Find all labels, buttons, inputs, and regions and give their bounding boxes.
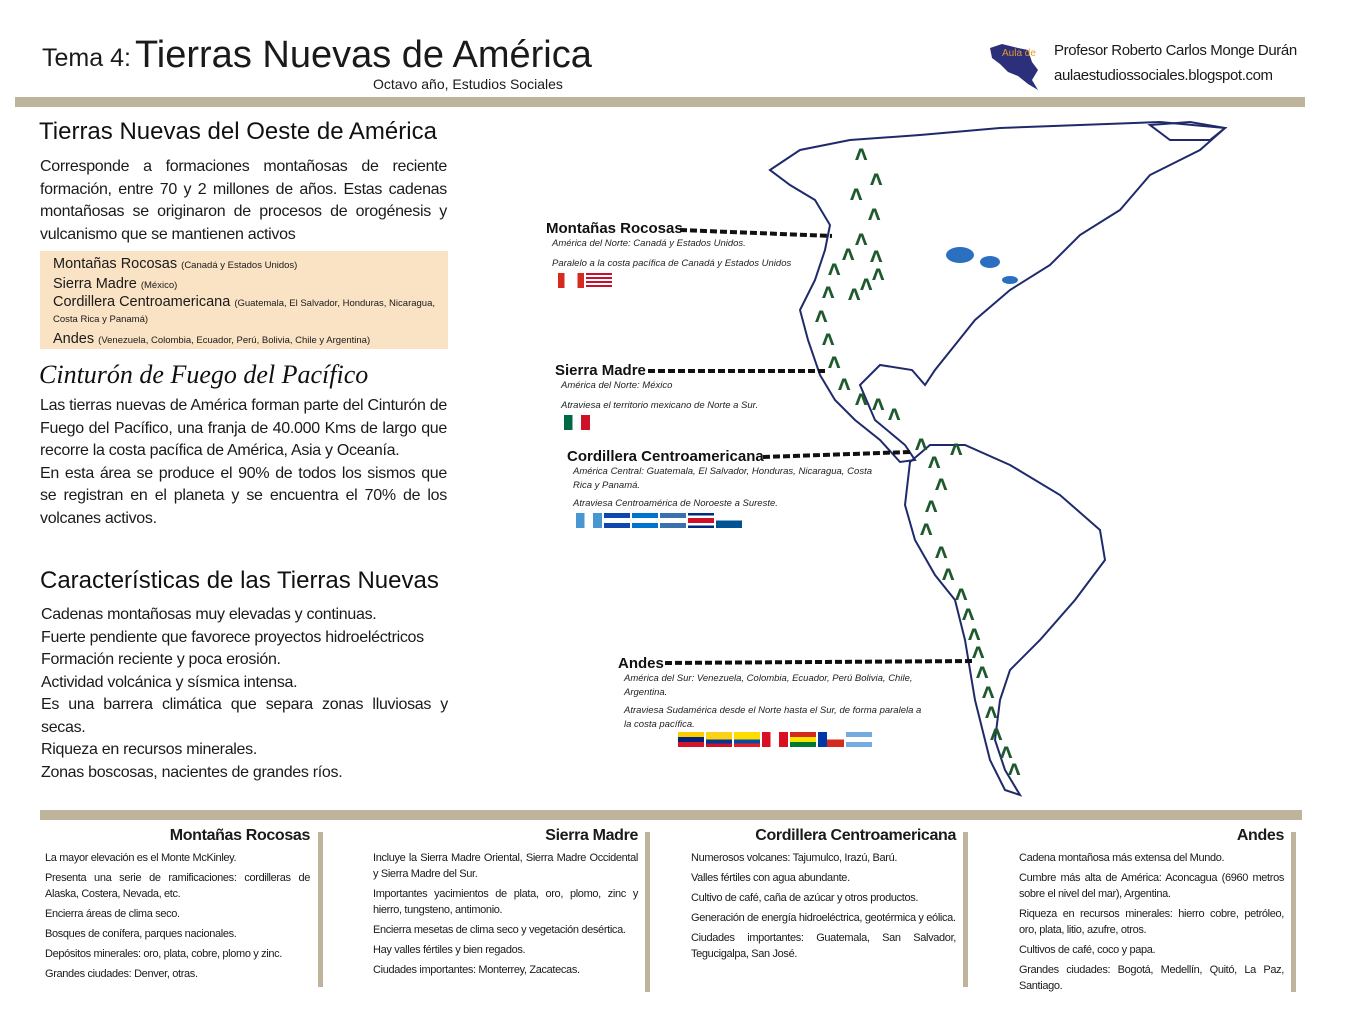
column-andes [1019,828,1284,998]
bolivia-flag [790,732,816,747]
mountain-icon: Λ [925,497,938,516]
mountain-icon: Λ [855,390,868,409]
column-centroamericana [691,828,956,966]
fire-text: Las tierras nuevas de América forman parte del Cinturón de Fuego del Pacífico, una franja de 40.000 Kms de largo que recorre la costa pacífica de América, Asia y Oceanía. En esta área se produce el 90% de todos los sismos que se registran en el planeta y se encuentra el 70% de los volcanes activos. [40,397,447,527]
mountain-icon: Λ [920,520,933,539]
west-text: Corresponde a formaciones montañosas de reciente formación, entre 70 y 2 millones de años. Estas cadenas montañosas se originaron de procesos de orogénesis y vulcanismo que se mantienen activos [40,158,447,243]
page-title: Tierras Nuevas de América [135,34,592,76]
mountain-icon: Λ [968,625,981,644]
peru-flag [762,732,788,747]
column-item: Encierra áreas de clima seco. [45,908,180,920]
column-title: Sierra Madre [545,827,638,844]
mountain-icon: Λ [822,330,835,349]
mountain-icon: Λ [838,375,851,394]
mountain-icon: Λ [872,265,885,284]
feature-item: Actividad volcánica y sísmica intensa. [41,673,298,691]
column-item: Riqueza en recursos minerales: hierro cobre, petróleo, oro, plata, litio, azufre, otros. [1019,908,1284,936]
column-sierra-madre [373,828,638,982]
column-divider [645,832,650,992]
column-divider [318,832,323,987]
mountain-icon: Λ [848,285,861,304]
mountain-icon: Λ [990,725,1003,744]
mountain-icon: Λ [1000,743,1013,762]
mountain-icon: Λ [822,283,835,302]
mountain-icon: Λ [855,145,868,164]
mountain-icon: Λ [815,307,828,326]
mountain-icon: Λ [928,453,941,472]
feature-item: Formación reciente y poca erosión. [41,651,281,668]
mountain-icon: Λ [870,170,883,189]
map-label-centroamericana: Cordillera Centroamericana América Central: Guatemala, El Salvador, Honduras, Nicaragua, Costa Rica y Panamá. Atraviesa Centroamérica de Noroeste a Sureste. [567,448,872,531]
mountain-icon: Λ [942,565,955,584]
venezuela-flag [678,732,704,747]
mountain-icon: Λ [872,395,885,414]
map-label-andes: Andes América del Sur: Venezuela, Colombia, Ecuador, Perú Bolivia, Chile, Argentina. Atraviesa Sudamérica desde el Norte hasta el Sur, de forma paralela a la costa pacífica. [618,655,923,750]
mountain-icon: Λ [972,643,985,662]
usa-flag [586,273,612,288]
column-item: Cultivo de café, caña de azúcar y otros productos. [691,892,919,904]
column-item: Cadena montañosa más extensa del Mundo. [1019,852,1225,864]
mountain-icon: Λ [935,543,948,562]
mountain-icon: Λ [950,440,963,459]
column-title: Cordillera Centroamericana [755,827,956,844]
column-item: Presenta una serie de ramificaciones: cordilleras de Alaska, Costera, Nevada, etc. [45,872,310,900]
column-item: Generación de energía hidroeléctrica, geotérmica y eólica. [691,912,956,924]
north-america-outline [770,122,1225,462]
column-item: Numerosos volcanes: Tajumulco, Irazú, Barú. [691,852,898,864]
colombia-flag [706,732,732,747]
mountain-icon: Λ [955,585,968,604]
nicaragua-flag [660,513,686,528]
great-lakes [946,247,1018,284]
column-item: Ciudades importantes: Monterrey, Zacatecas. [373,964,580,976]
feature-item: Zonas boscosas, nacientes de grandes ríos. [41,763,343,781]
feature-item: Cadenas montañosas muy elevadas y continuas. [41,606,377,623]
range-item: Sierra Madre (México) [53,276,178,292]
mexico-flag [564,415,590,430]
honduras-flag [632,513,658,528]
mountain-icon: Λ [1008,760,1021,779]
guatemala-flag [576,513,602,528]
mountain-icon: Λ [888,405,901,424]
ecuador-flag [734,732,760,747]
argentina-flag [846,732,872,747]
subtitle: Octavo año, Estudios Sociales [373,76,563,92]
mountain-icon: Λ [828,260,841,279]
column-item: Importantes yacimientos de plata, oro, plomo, zinc y hierro, tungsteno, antimonio. [373,888,638,916]
mountain-icon: Λ [985,703,998,722]
mountain-icon: Λ [915,435,928,454]
mountain-icon: Λ [860,275,873,294]
mountain-icon: Λ [855,230,868,249]
map-label-sierra-madre: Sierra Madre América del Norte: México Atraviesa el territorio mexicano de Norte a Sur. [555,362,815,433]
svg-text:Aula de: Aula de [1002,48,1036,59]
mountain-icon: Λ [828,353,841,372]
fire-heading: Cinturón de Fuego del Pacífico [39,360,369,389]
range-item: Cordillera Centroamericana (Guatemala, El Salvador, Honduras, Nicaragua, Costa Rica y Panamá) [53,294,436,325]
west-heading: Tierras Nuevas del Oeste de América [39,118,437,145]
column-rocosas [45,828,310,986]
column-item: Depósitos minerales: oro, plata, cobre, plomo y zinc. [45,948,283,960]
costa-rica-flag [688,513,714,528]
column-item: La mayor elevación es el Monte McKinley. [45,852,237,864]
mountain-icon: Λ [976,663,989,682]
mountain-icon: Λ [982,683,995,702]
mountain-icon: Λ [962,605,975,624]
map-label-rocosas: Montañas Rocosas América del Norte: Canadá y Estados Unidos. Paralelo a la costa pacífica de Canadá y Estados Unidos [546,220,826,291]
panama-flag [716,513,742,528]
el-salvador-flag [604,513,630,528]
blog-link[interactable]: aulaestudiossociales.blogspot.com [1054,67,1273,84]
column-item: Hay valles fértiles y bien regados. [373,944,526,956]
column-divider [963,832,968,987]
features-heading: Características de las Tierras Nuevas [40,567,439,594]
column-item: Cumbre más alta de América: Aconcagua (6960 metros sobre el nivel del mar), Argentina. [1019,872,1284,900]
mountain-icon: Λ [868,205,881,224]
column-item: Ciudades importantes: Guatemala, San Salvador, Tegucigalpa, San José. [691,932,956,960]
range-item: Montañas Rocosas (Canadá y Estados Unidos) [53,256,298,272]
column-item: Cultivos de café, coco y papa. [1019,944,1156,956]
mountain-icon: Λ [842,245,855,264]
mountain-icon: Λ [935,475,948,494]
feature-item: Es una barrera climática que separa zonas lluviosas y secas. [41,696,448,736]
column-divider [1291,832,1296,992]
canada-flag [558,273,584,288]
column-title: Andes [1236,827,1284,844]
column-item: Incluye la Sierra Madre Oriental, Sierra Madre Occidental y Sierra Madre del Sur. [373,852,638,880]
column-item: Grandes ciudades: Denver, otras. [45,968,198,980]
author: Profesor Roberto Carlos Monge Durán [1054,42,1297,59]
column-item: Valles fértiles con agua abundante. [691,872,850,884]
range-item: Andes (Venezuela, Colombia, Ecuador, Perú, Bolivia, Chile y Argentina) [53,331,371,347]
title-prefix: Tema 4: [42,44,131,72]
bottom-divider [40,810,1302,820]
column-item: Grandes ciudades: Bogotá, Medellín, Quitó, La Paz, Santiago. [1019,964,1284,992]
chile-flag [818,732,844,747]
column-item: Encierra mesetas de clima seco y vegetación desértica. [373,924,626,936]
feature-item: Riqueza en recursos minerales. [41,741,257,758]
column-item: Bosques de conífera, parques nacionales. [45,928,237,940]
mountain-icon: Λ [870,247,883,266]
column-title: Montañas Rocosas [169,827,310,844]
feature-item: Fuerte pendiente que favorece proyectos hidroeléctricos [41,628,424,646]
mountain-icon: Λ [850,185,863,204]
